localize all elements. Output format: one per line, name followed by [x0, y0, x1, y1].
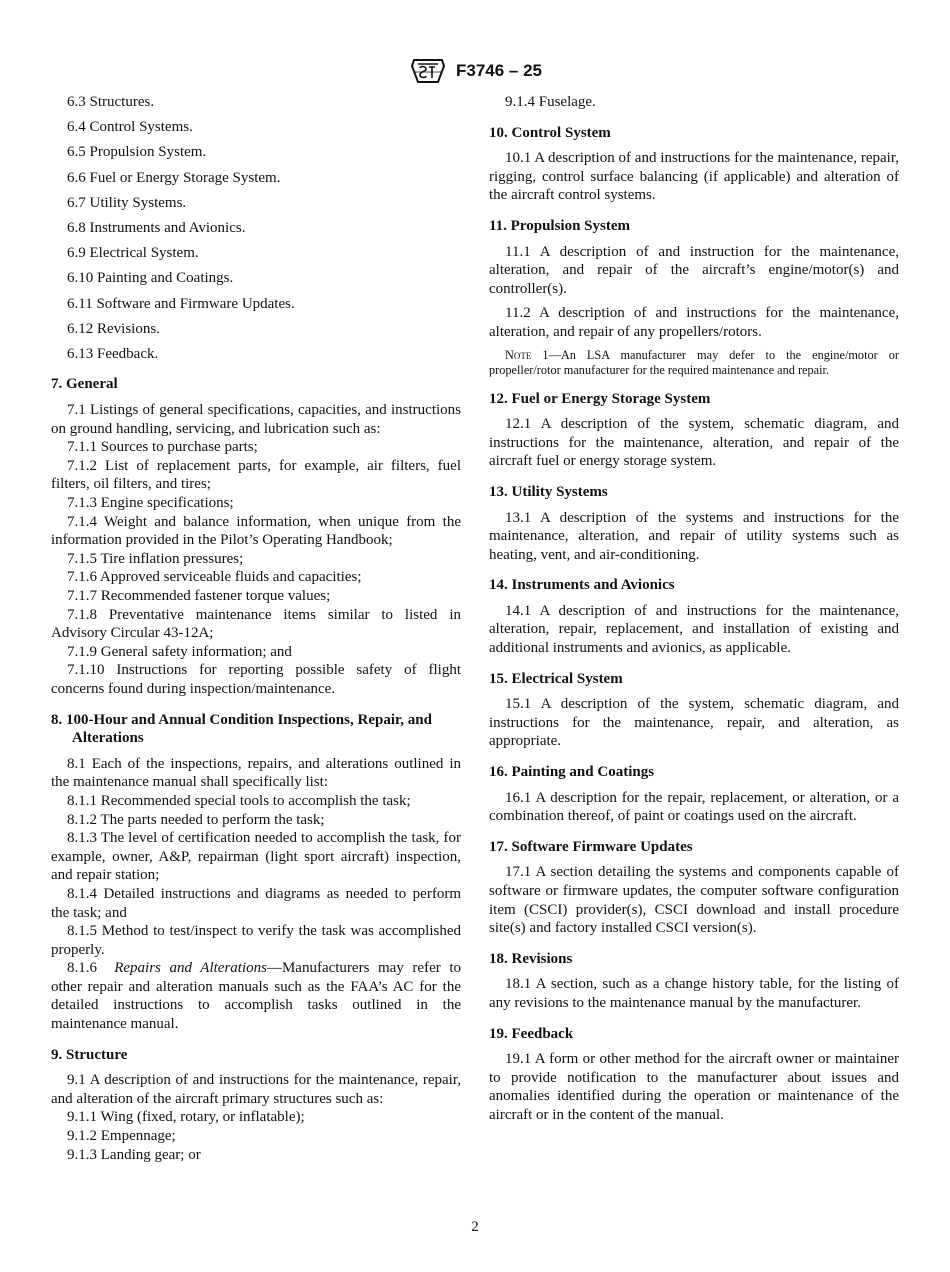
item-number: 8.1.6 [67, 960, 97, 977]
section-heading-fuel: 12. Fuel or Energy Storage System [489, 390, 711, 407]
right-column [489, 93, 899, 1131]
section-heading-inspections: 8. 100-Hour and Annual Condition Inspections, Repair, and Alterations [51, 711, 432, 747]
toc-item: 6.8 Instruments and Avionics. [67, 219, 246, 236]
paragraph: 19.1 A form or other method for the aircraft owner or maintainer to provide notification to the manufacturer about issues and anomalies identified during the operation or maintenance of the aircraft or in the content of the manual. [489, 1051, 899, 1123]
section-heading-structure: 9. Structure [51, 1046, 128, 1063]
toc-item: 6.9 Electrical System. [67, 245, 199, 262]
section-heading-electrical: 15. Electrical System [489, 670, 623, 687]
list-item: 7.1.5 Tire inflation pressures; [67, 550, 244, 567]
section-heading-instruments: 14. Instruments and Avionics [489, 577, 675, 594]
list-item: 9.1.2 Empennage; [67, 1128, 176, 1145]
paragraph: 14.1 A description of and instructions for the maintenance, alteration, repair, replacement, and installation of existing and additional instruments and avionics, as applicable. [489, 602, 899, 657]
list-item [51, 959, 461, 1033]
toc-item: 6.10 Painting and Coatings. [67, 270, 234, 287]
list-item: 7.1.10 Instructions for reporting possible safety of flight concerns found during inspection/maintenance. [51, 662, 461, 697]
toc-item: 6.7 Utility Systems. [67, 194, 187, 211]
section-heading-revisions: 18. Revisions [489, 950, 573, 967]
paragraph: 18.1 A section, such as a change history table, for the listing of any revisions to the maintenance manual by the manufacturer. [489, 976, 899, 1011]
list-item: 7.1.6 Approved serviceable fluids and capacities; [67, 569, 362, 586]
list-item: 7.1.8 Preventative maintenance items similar to listed in Advisory Circular 43-12A; [51, 606, 461, 642]
list-item: 9.1.1 Wing (fixed, rotary, or inflatable); [67, 1109, 305, 1126]
section-heading-feedback: 19. Feedback [489, 1025, 574, 1042]
item-text: —Manufacturers may refer to other repair and alteration manuals such as the FAA’s AC for the detailed instructions to accomplish tasks outlined in the maintenance manual. [51, 960, 461, 1033]
toc-item: 6.6 Fuel or Energy Storage System. [67, 169, 281, 186]
list-item: 8.1.3 The level of certification needed to accomplish the task, for example, owner, A&P, repairman (light sport aircraft) inspection, and repair station; [51, 830, 461, 884]
paragraph: 17.1 A section detailing the systems and components capable of software or firmware updates, the computer software configuration item (CSCI) provider(s), CSCI download and install procedure site(s) and factory installed CSCI version(s). [489, 864, 899, 937]
paragraph: 7.1 Listings of general specifications, capacities, and instructions on ground handling, servicing, and lubrication such as: [51, 402, 461, 437]
list-item: 8.1.5 Method to test/inspect to verify the task was accomplished properly. [51, 923, 461, 958]
paragraph: 15.1 A description of the system, schematic diagram, and instructions for the maintenance, repair, and alteration, as appropriate. [489, 696, 899, 750]
page-header [0, 56, 950, 86]
list-item: 9.1.3 Landing gear; or [67, 1146, 201, 1163]
list-item: 7.1.9 General safety information; and [67, 643, 292, 660]
paragraph: 12.1 A description of the system, schematic diagram, and instructions for the maintenance, alteration, and repair of the aircraft fuel or energy storage system. [489, 416, 899, 470]
list-item: 7.1.3 Engine specifications; [67, 495, 234, 512]
document-number: F3746 – 25 [455, 61, 542, 80]
toc-item: 6.5 Propulsion System. [67, 144, 207, 161]
paragraph: 11.2 A description of and instructions for the maintenance, alteration, and repair of any propellers/rotors. [489, 305, 899, 340]
paragraph: 8.1 Each of the inspections, repairs, and alterations outlined in the maintenance manual shall specifically list: [51, 755, 461, 791]
paragraph: 16.1 A description for the repair, replacement, or alteration, or a combination thereof, of paint or coatings used on the aircraft. [489, 789, 899, 825]
section-heading-control-system: 10. Control System [489, 124, 611, 141]
left-column [51, 93, 461, 1164]
paragraph: 13.1 A description of the systems and instructions for the maintenance, alteration, and repair of utility systems such as heating, vent, and air-conditioning. [489, 509, 899, 563]
list-item: 9.1.4 Fuselage. [505, 94, 596, 110]
list-item: 8.1.1 Recommended special tools to accomplish the task; [67, 792, 411, 809]
astm-logo-icon [408, 56, 448, 86]
list-item: 7.1.4 Weight and balance information, when unique from the information provided in the Pilot’s Operating Handbook; [51, 513, 461, 549]
note-text: —An LSA manufacturer may defer to the engine/motor or propeller/rotor manufacturer for the required maintenance and repair. [489, 347, 899, 377]
toc-item: 6.13 Feedback. [67, 345, 159, 362]
list-item: 8.1.4 Detailed instructions and diagrams as needed to perform the task; and [51, 885, 461, 921]
toc-item: 6.4 Control Systems. [67, 119, 193, 136]
section-heading-painting: 16. Painting and Coatings [489, 764, 655, 781]
list-item: 7.1.1 Sources to purchase parts; [67, 439, 258, 456]
section-heading-propulsion: 11. Propulsion System [489, 217, 630, 234]
list-item: 8.1.2 The parts needed to perform the task; [67, 811, 325, 828]
paragraph: 11.1 A description of and instruction for the maintenance, alteration, and repair of the aircraft’s engine/motor(s) and controller(s). [489, 243, 899, 297]
section-heading-utility: 13. Utility Systems [489, 483, 608, 500]
paragraph: 9.1 A description of and instructions for the maintenance, repair, and alteration of the aircraft primary structures such as: [51, 1072, 461, 1107]
toc-item: 6.12 Revisions. [67, 320, 160, 337]
section-heading-software: 17. Software Firmware Updates [489, 838, 693, 855]
list-item: 7.1.2 List of replacement parts, for example, air filters, fuel filters, oil filters, and tires; [51, 457, 461, 493]
toc-item: 6.11 Software and Firmware Updates. [67, 295, 295, 312]
item-title: Repairs and Alterations [114, 960, 267, 977]
note [489, 348, 899, 378]
section-heading-general: 7. General [51, 376, 118, 393]
note-label: Note 1 [505, 347, 549, 362]
paragraph: 10.1 A description of and instructions for the maintenance, repair, rigging, control surface balancing (if applicable) and alteration of the aircraft control systems. [489, 150, 899, 204]
toc-item: 6.3 Structures. [67, 94, 155, 110]
list-item: 7.1.7 Recommended fastener torque values; [67, 588, 331, 604]
page-number: 2 [471, 1219, 479, 1235]
